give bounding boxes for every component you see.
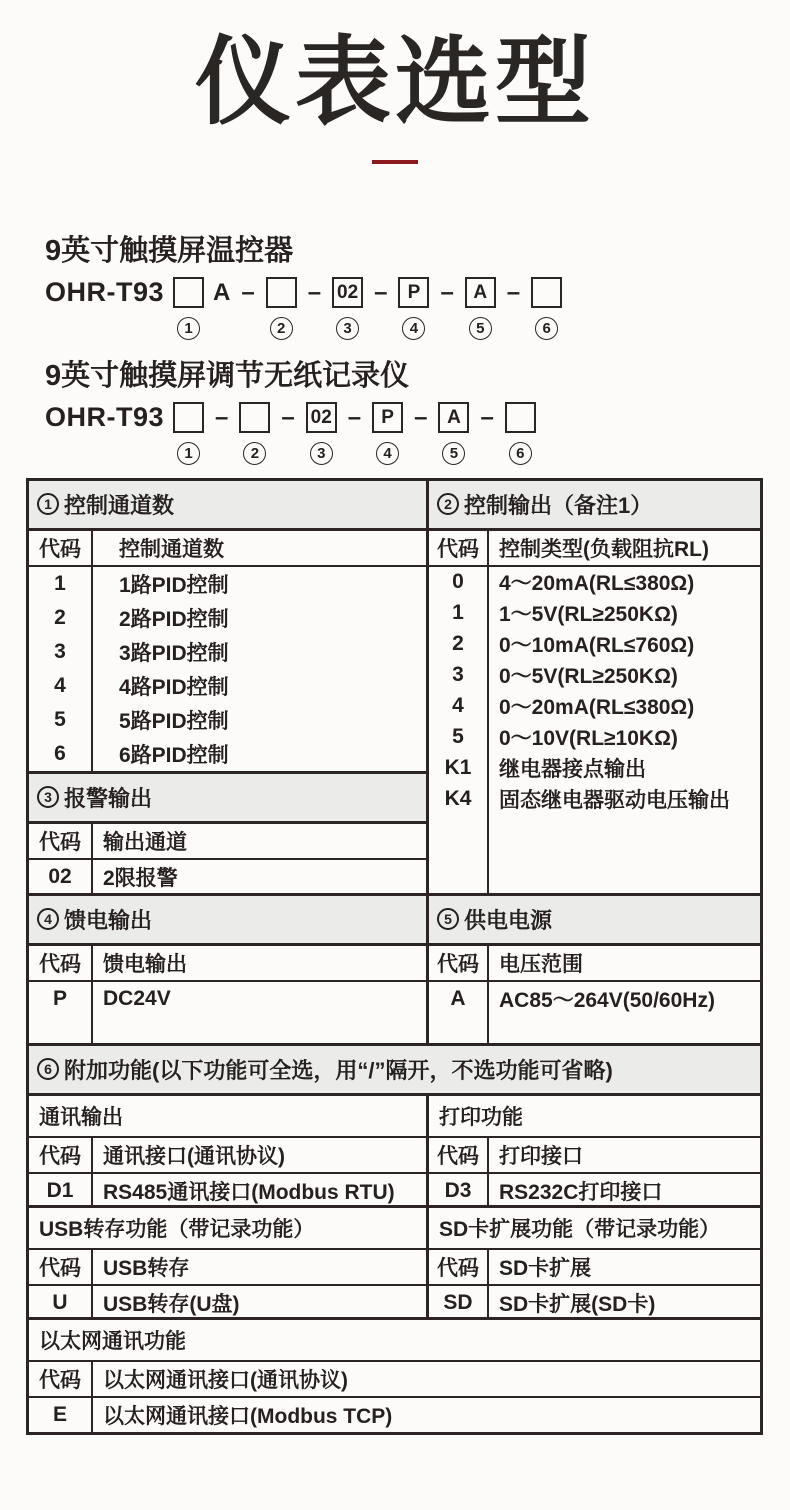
column-header-code: 代码	[39, 952, 81, 976]
table-row	[429, 691, 760, 722]
column-header-code: 代码	[39, 1368, 81, 1392]
model-segment	[505, 400, 536, 464]
circled-number: 4	[37, 908, 59, 930]
table-row	[29, 567, 426, 601]
row-code: 2	[452, 632, 464, 656]
row-label: DC24V	[103, 986, 171, 1010]
section-title: 控制通道数	[64, 492, 175, 518]
model-code-line	[45, 275, 790, 339]
title-underline	[372, 160, 418, 164]
section-feed-output	[29, 896, 429, 1043]
column-header-code: 代码	[437, 1256, 479, 1280]
table-zone	[29, 946, 426, 1043]
column-header-label: 馈电输出	[103, 952, 187, 976]
table-row	[29, 601, 426, 635]
column-header-code: 代码	[39, 537, 81, 561]
column-header-label: 控制通道数	[119, 537, 224, 561]
row-label: 5路PID控制	[119, 709, 229, 733]
column-header-label: 通讯接口(通讯协议)	[103, 1144, 285, 1168]
row-code: 0	[452, 570, 464, 594]
column-header-row	[29, 1362, 760, 1398]
table-body	[429, 567, 760, 894]
row-label: USB转存(U盘)	[103, 1292, 240, 1316]
row-code: D3	[444, 1178, 472, 1202]
model-block-temp-controller	[45, 228, 790, 339]
row-code: 4	[54, 673, 66, 697]
table-row-group-a	[29, 481, 760, 896]
row-code: 6	[54, 741, 66, 765]
column-header-row	[29, 824, 426, 860]
model-box	[173, 277, 204, 308]
table-zone	[429, 1250, 760, 1320]
selection-table	[26, 478, 763, 1435]
table-row	[29, 1174, 426, 1208]
column-header-label: 电压范围	[499, 952, 583, 976]
table-body	[429, 982, 760, 1043]
section-usb-function	[29, 1208, 429, 1320]
column-header-row	[429, 531, 760, 567]
model-box: 02	[306, 402, 337, 433]
circled-number: 3	[336, 317, 359, 340]
row-label: 6路PID控制	[119, 743, 229, 767]
circled-number: 4	[376, 442, 399, 465]
section-sd-function	[429, 1208, 760, 1320]
section-title: 供电电源	[464, 907, 553, 933]
model-segment	[372, 400, 403, 464]
row-label: 4～20mA(RL≤380Ω)	[499, 572, 695, 596]
column-header-row	[29, 1250, 426, 1286]
table-body	[29, 1398, 760, 1432]
model-segment	[332, 275, 363, 339]
table-row	[429, 567, 760, 598]
dash-separator: –	[347, 403, 362, 431]
model-box: 02	[332, 277, 363, 308]
table-row	[429, 660, 760, 691]
model-code-line	[45, 400, 790, 464]
model-box	[239, 402, 270, 433]
column-header-row	[29, 531, 426, 567]
dash-separator: –	[374, 278, 388, 306]
circled-number: 6	[509, 442, 532, 465]
circled-number: 5	[437, 908, 459, 930]
table-zone	[29, 1362, 760, 1432]
section-header	[29, 481, 426, 531]
table-zone	[429, 1138, 760, 1208]
circled-number: 1	[37, 493, 59, 515]
model-block-paperless-recorder	[45, 353, 790, 464]
row-code: 2	[54, 605, 66, 629]
row-label: 以太网通讯接口(Modbus TCP)	[103, 1404, 393, 1428]
row-code: K4	[444, 787, 472, 811]
row-code: 4	[452, 694, 464, 718]
model-segment	[306, 400, 337, 464]
sub-section-header: 通讯输出	[29, 1096, 426, 1138]
row-label: 1～5V(RL≥250KΩ)	[499, 603, 678, 627]
column-header-label: USB转存	[103, 1256, 190, 1280]
table-row-group-e	[29, 1208, 760, 1320]
section-header	[29, 896, 426, 946]
row-label: RS232C打印接口	[499, 1180, 663, 1204]
circled-number: 5	[469, 317, 492, 340]
model-segment	[531, 275, 562, 339]
table-row	[429, 784, 760, 815]
table-body	[29, 1286, 426, 1320]
model-segment	[213, 275, 230, 339]
table-zone	[29, 824, 426, 894]
table-body	[29, 567, 426, 771]
section-title: 附加功能(以下功能可全选，用“/”隔开，不选功能可省略)	[64, 1057, 613, 1083]
row-label: 继电器接点输出	[499, 758, 646, 782]
column-header-row	[29, 1138, 426, 1174]
row-label: SD卡扩展(SD卡)	[499, 1292, 656, 1316]
model-segment	[239, 400, 270, 464]
column-header-code: 代码	[39, 830, 81, 854]
row-code: 1	[452, 601, 464, 625]
model-segment	[45, 400, 164, 464]
section-title: 馈电输出	[64, 907, 153, 933]
section-control-channels	[29, 481, 429, 894]
table-row	[29, 1286, 426, 1320]
row-code: 3	[54, 639, 66, 663]
page-title: 仪表选型	[195, 29, 595, 136]
dash-separator: –	[281, 403, 295, 431]
sub-section-header: 打印功能	[429, 1096, 760, 1138]
section-header-additional-functions	[29, 1046, 760, 1096]
table-fill	[429, 1016, 760, 1043]
table-body	[29, 860, 426, 894]
model-prefix: OHR-T93	[45, 277, 165, 308]
sub-section-header: 以太网通讯功能	[29, 1320, 760, 1362]
model-segment	[213, 400, 230, 464]
table-row	[429, 629, 760, 660]
model-box	[505, 402, 536, 433]
table-body	[29, 1174, 426, 1208]
table-row	[29, 1398, 760, 1432]
model-segment	[306, 275, 323, 339]
model-segment	[346, 400, 363, 464]
column-header-row	[29, 946, 426, 982]
circled-number: 1	[177, 317, 200, 340]
circled-number: 2	[243, 442, 266, 465]
dash-separator: –	[307, 278, 322, 306]
table-row-group-d	[29, 1096, 760, 1208]
circled-number: 3	[37, 786, 59, 808]
table-row	[29, 703, 426, 737]
section-title: 控制输出（备注1）	[464, 492, 653, 518]
table-row	[429, 1174, 760, 1208]
column-header-label: 以太网通讯接口(通讯协议)	[103, 1368, 348, 1392]
model-box: P	[398, 277, 429, 308]
table-body	[429, 1174, 760, 1208]
model-box	[266, 277, 297, 308]
row-code: P	[52, 986, 67, 1010]
table-body	[29, 982, 426, 1043]
row-label: AC85～264V(50/60Hz)	[499, 988, 715, 1012]
column-header-label: 打印接口	[499, 1144, 583, 1168]
section-header	[29, 771, 426, 824]
circled-number: 6	[37, 1058, 59, 1080]
row-code: 02	[48, 864, 72, 888]
table-zone	[29, 1250, 426, 1320]
dash-separator: –	[506, 278, 521, 306]
section-header	[429, 481, 760, 531]
model-box: A	[438, 402, 469, 433]
column-header-row	[429, 1250, 760, 1286]
dash-separator: –	[440, 278, 454, 306]
model-segment	[173, 400, 204, 464]
row-label: 0～5V(RL≥250KΩ)	[499, 665, 678, 689]
section-power-supply	[429, 896, 760, 1043]
row-code: K1	[444, 756, 472, 780]
dash-separator: –	[480, 403, 494, 431]
model-prefix: OHR-T93	[45, 402, 165, 433]
sub-section-header: USB转存功能（带记录功能）	[29, 1208, 426, 1250]
table-row	[29, 982, 426, 1016]
table-row	[29, 669, 426, 703]
model-box: A	[465, 277, 496, 308]
circled-number: 2	[270, 317, 293, 340]
circled-number: 5	[442, 442, 465, 465]
table-row	[29, 860, 426, 894]
product-heading: 9英寸触摸屏温控器	[45, 234, 294, 267]
column-header-code: 代码	[39, 1256, 81, 1280]
model-code-diagrams	[45, 228, 790, 464]
dash-separator: –	[414, 403, 428, 431]
model-box	[531, 277, 562, 308]
column-header-code: 代码	[437, 1144, 479, 1168]
table-row-group-b	[29, 896, 760, 1046]
circled-number: 2	[437, 493, 459, 515]
column-header-label: SD卡扩展	[499, 1256, 592, 1280]
row-label: 固态继电器驱动电压输出	[499, 789, 730, 813]
model-segment	[266, 275, 297, 339]
circled-number: 1	[177, 442, 200, 465]
model-box	[173, 402, 204, 433]
row-code: 5	[54, 707, 66, 731]
model-segment	[465, 275, 496, 339]
circled-number: 6	[535, 317, 558, 340]
row-label: 0～20mA(RL≤380Ω)	[499, 696, 695, 720]
circled-number: 4	[402, 317, 425, 340]
column-header-code: 代码	[39, 1144, 81, 1168]
model-literal: A	[213, 278, 231, 306]
model-segment	[372, 275, 389, 339]
table-row	[429, 1286, 760, 1320]
row-code: SD	[443, 1290, 473, 1314]
table-zone	[429, 946, 760, 1043]
row-code: 5	[452, 725, 464, 749]
row-label: 4路PID控制	[119, 675, 229, 699]
row-code: 3	[452, 663, 464, 687]
row-label: 1路PID控制	[119, 573, 229, 597]
row-code: 1	[54, 571, 66, 595]
column-header-label: 控制类型(负载阻抗RL)	[499, 537, 709, 561]
table-zone	[429, 531, 760, 894]
model-segment	[45, 275, 164, 339]
dash-separator: –	[241, 278, 255, 306]
section-control-output	[429, 481, 760, 894]
column-header-code: 代码	[437, 952, 479, 976]
row-label: 0～10mA(RL≤760Ω)	[499, 634, 695, 658]
model-segment	[398, 275, 429, 339]
sub-section-header: SD卡扩展功能（带记录功能）	[429, 1208, 760, 1250]
table-row	[429, 598, 760, 629]
table-row	[429, 753, 760, 784]
table-zone	[29, 531, 426, 771]
row-code: E	[52, 1402, 67, 1426]
table-row	[429, 982, 760, 1016]
table-zone	[29, 1138, 426, 1208]
table-row-group-c	[29, 1046, 760, 1096]
row-label: 2路PID控制	[119, 607, 229, 631]
section-ethernet-function	[29, 1320, 760, 1432]
model-segment	[412, 400, 429, 464]
product-heading: 9英寸触摸屏调节无纸记录仪	[45, 359, 410, 392]
model-segment	[438, 275, 455, 339]
row-code: U	[52, 1290, 68, 1314]
section-print-function	[429, 1096, 760, 1208]
model-segment	[279, 400, 296, 464]
column-header-label: 输出通道	[103, 830, 187, 854]
model-segment	[505, 275, 522, 339]
table-fill	[29, 1016, 426, 1043]
row-code: A	[450, 986, 466, 1010]
table-row	[29, 737, 426, 771]
model-segment	[239, 275, 256, 339]
row-label: 0～10V(RL≥10KΩ)	[499, 727, 678, 751]
circled-number: 3	[310, 442, 333, 465]
table-row	[29, 635, 426, 669]
row-label: 3路PID控制	[119, 641, 229, 665]
table-row	[429, 722, 760, 753]
row-code: D1	[46, 1178, 74, 1202]
model-segment	[173, 275, 204, 339]
row-label: RS485通讯接口(Modbus RTU)	[103, 1180, 395, 1204]
dash-separator: –	[215, 403, 229, 431]
table-fill	[429, 815, 760, 894]
model-segment	[478, 400, 495, 464]
model-box: P	[372, 402, 403, 433]
section-title: 报警输出	[64, 785, 153, 811]
row-label: 2限报警	[103, 866, 178, 890]
model-segment	[438, 400, 469, 464]
section-header	[429, 896, 760, 946]
column-header-row	[429, 946, 760, 982]
column-header-row	[429, 1138, 760, 1174]
table-body	[429, 1286, 760, 1320]
column-header-code: 代码	[437, 537, 479, 561]
section-comm-output	[29, 1096, 429, 1208]
